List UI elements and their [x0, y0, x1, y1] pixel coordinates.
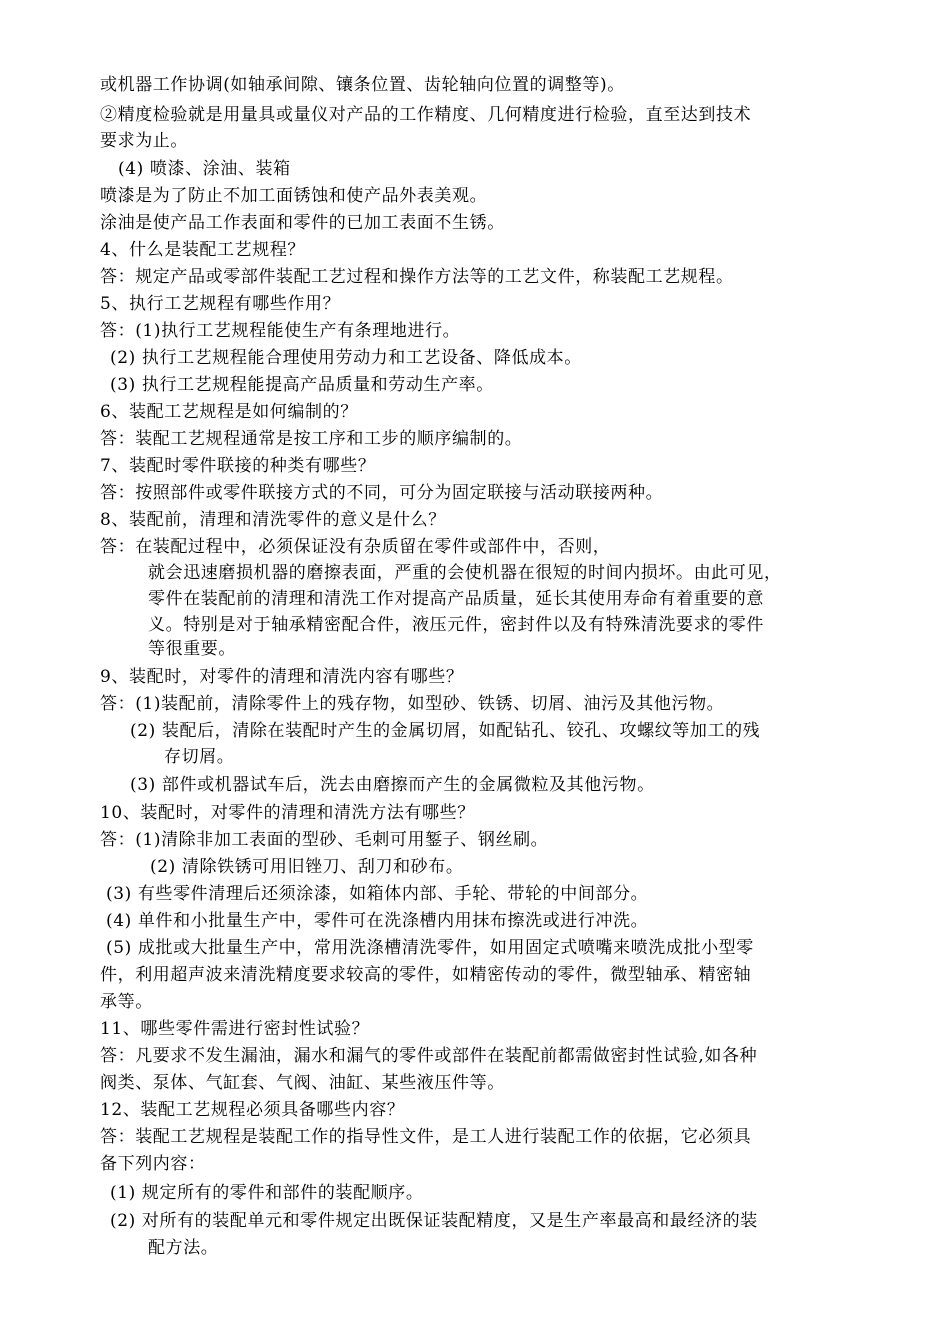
text-line: 承等。	[100, 992, 153, 1012]
text-line: 要求为止。	[100, 131, 188, 151]
text-line: 答：装配工艺规程是装配工作的指导性文件，是工人进行装配工作的依据，它必须具	[100, 1127, 752, 1147]
text-line: (3) 执行工艺规程能提高产品质量和劳动生产率。	[110, 375, 494, 395]
question-heading: 10、装配时，对零件的清理和清洗方法有哪些？	[100, 803, 475, 823]
question-heading: 4、什么是装配工艺规程？	[100, 240, 306, 260]
question-heading: 6、装配工艺规程是如何编制的？	[100, 402, 358, 422]
text-line: 答：按照部件或零件联接方式的不同，可分为固定联接与活动联接两种。	[100, 483, 664, 503]
text-line: 存切屑。	[164, 747, 235, 767]
text-line: 阀类、泵体、气缸套、气阀、油缸、某些液压件等。	[100, 1073, 505, 1093]
text-line: (1) 规定所有的零件和部件的装配顺序。	[110, 1183, 424, 1203]
question-heading: 9、装配时，对零件的清理和清洗内容有哪些？	[100, 667, 464, 687]
text-line: 或机器工作协调(如轴承间隙、镶条位置、齿轮轴向位置的调整等)。	[100, 75, 625, 95]
text-line: 备下列内容：	[100, 1154, 206, 1174]
text-line: 件，利用超声波来清洗精度要求较高的零件，如精密传动的零件，微型轴承、精密轴	[100, 965, 752, 985]
text-line: 涂油是使产品工作表面和零件的已加工表面不生锈。	[100, 213, 505, 233]
text-line: (2) 清除铁锈可用旧锉刀、刮刀和砂布。	[150, 857, 464, 877]
text-line: (4) 喷漆、涂油、装箱	[118, 159, 291, 179]
text-line: 配方法。	[148, 1238, 219, 1258]
question-heading: 7、装配时零件联接的种类有哪些？	[100, 456, 376, 476]
text-line: 答：在装配过程中，必须保证没有杂质留在零件或部件中，否则，	[100, 537, 611, 557]
text-line: 喷漆是为了防止不加工面锈蚀和使产品外表美观。	[100, 186, 488, 206]
text-line: (3) 部件或机器试车后，洗去由磨擦而产生的金属微粒及其他污物。	[130, 775, 655, 795]
text-line: 答：装配工艺规程通常是按工序和工步的顺序编制的。	[100, 429, 523, 449]
text-line: ②精度检验就是用量具或量仪对产品的工作精度、几何精度进行检验，直至达到技术	[100, 105, 752, 125]
text-line: (2) 装配后，清除在装配时产生的金属切屑，如配钻孔、铰孔、攻螺纹等加工的残	[130, 721, 761, 741]
text-line: 零件在装配前的清理和清洗工作对提高产品质量，延长其使用寿命有着重要的意	[148, 589, 764, 609]
question-heading: 11、哪些零件需进行密封性试验？	[100, 1019, 370, 1039]
text-line: 等很重要。	[148, 639, 236, 659]
question-heading: 5、执行工艺规程有哪些作用？	[100, 294, 341, 314]
text-line: 答：(1)执行工艺规程能使生产有条理地进行。	[100, 321, 461, 341]
question-heading: 12、装配工艺规程必须具备哪些内容？	[100, 1100, 405, 1120]
text-line: 答：(1)装配前，清除零件上的残存物，如型砂、铁锈、切屑、油污及其他污物。	[100, 694, 725, 714]
text-line: (2) 对所有的装配单元和零件规定出既保证装配精度，又是生产率最高和最经济的装	[110, 1211, 758, 1231]
text-line: (3) 有些零件清理后还须涂漆，如箱体内部、手轮、带轮的中间部分。	[106, 884, 649, 904]
text-line: (4) 单件和小批量生产中，零件可在洗涤槽内用抹布擦洗或进行冲洗。	[106, 911, 649, 931]
question-heading: 8、装配前，清理和清洗零件的意义是什么？	[100, 510, 446, 530]
text-line: (2) 执行工艺规程能合理使用劳动力和工艺设备、降低成本。	[110, 348, 582, 368]
text-line: 就会迅速磨损机器的磨擦表面，严重的会使机器在很短的时间内损坏。由此可见，	[148, 563, 782, 583]
text-line: 答：规定产品或零部件装配工艺过程和操作方法等的工艺文件，称装配工艺规程。	[100, 267, 734, 287]
text-line: 答：(1)清除非加工表面的型砂、毛刺可用錾子、钢丝刷。	[100, 830, 549, 850]
text-line: (5) 成批或大批量生产中，常用洗涤槽清洗零件，如用固定式喷嘴来喷洗成批小型零	[106, 938, 754, 958]
text-line: 义。特别是对于轴承精密配合件，液压元件，密封件以及有特殊清洗要求的零件	[148, 615, 764, 635]
text-line: 答：凡要求不发生漏油，漏水和漏气的零件或部件在装配前都需做密封性试验,如各种	[100, 1046, 758, 1066]
